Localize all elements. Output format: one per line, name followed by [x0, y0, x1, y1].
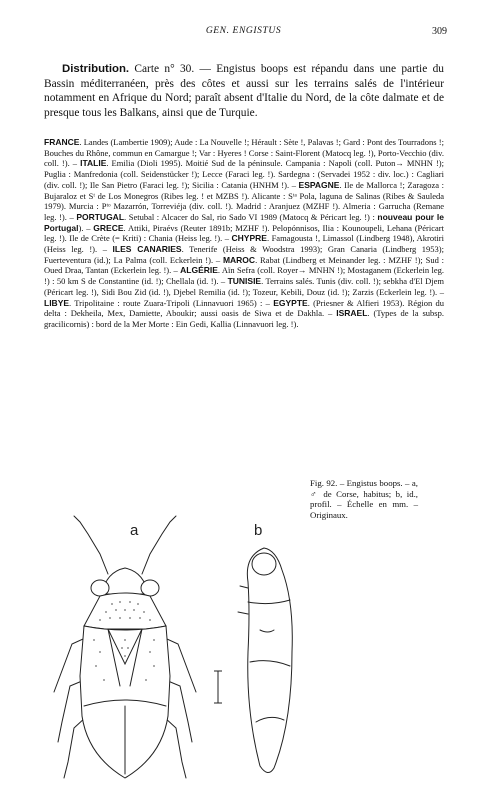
- running-title: GEN. ENGISTUS: [205, 26, 282, 36]
- locality-text: ). –: [78, 222, 94, 233]
- locality-text: . Rabat (Lindberg et Meinander leg. : MZHF !); Sud : Oued Draa, Tantan (Eckerlein leg. !). –: [44, 254, 444, 276]
- page-header: [44, 26, 447, 40]
- country-heading: CHYPRE: [231, 233, 267, 244]
- figure-92: [44, 478, 444, 778]
- locality-text: . Emilia (Dioli 1995). Moitié Sud de la péninsule. Campania : Napoli (coll. Puton→ MNHN !); Puglia : Manfredonia (coll. Seidenstücker !); Lecce (Faraci leg. !). Sardegna : (Servadei 1952 : div. loc.) : Cagliari (div. coll. !); Ile San Pietro (Faraci leg. !); Sicilia : Catania (HNHM !). –: [44, 158, 444, 190]
- country-heading: ALGÉRIE: [180, 265, 218, 276]
- locality-text: . Attiki, Piraévs (Reuter 1891b; MZHF !). Pelopónnisos, Ilia : Kounoupeli, Lehana (Péricart leg. !). Ile de Crète (= Kriti) : Chania (Heiss leg. !). –: [44, 222, 444, 244]
- bug-habitus-illustration: [50, 516, 200, 781]
- locality-text: . (Types de la subsp. gracilicornis) : bord de la Mer Morte : Ein Gedi, Kallia (Linnavuori leg. !).: [44, 308, 444, 329]
- country-heading: ILES CANARIES: [112, 244, 182, 255]
- country-heading: EGYPTE: [273, 297, 308, 308]
- country-heading: ESPAGNE: [298, 179, 340, 190]
- country-heading: MAROC: [222, 254, 256, 265]
- locality-text: . Ile de Mallorca !; Zaragoza : Bujaraloz et Sᵗ de Los Monegros (Ribes leg. ! et MZBS !). Alicante : Sᵗᵃ Pola, laguna de Salinas (Ribes & Sauleda 1979). Murcia : Pᵗᵒ Mazarrón, Torreviéja (div. coll. !). Madrid : Aranjuez (MZHF !). Almeria : Garrucha (Remane leg. !). –: [44, 179, 444, 222]
- locality-text: . Famagousta !, Limassol (Lindberg 1948), Akrotiri (Heiss leg. !). –: [44, 233, 445, 255]
- figure-label-a: a: [130, 522, 139, 539]
- country-heading: nouveau pour le Portugal: [44, 211, 444, 233]
- country-heading: PORTUGAL: [76, 211, 125, 222]
- locality-text: . Tripolitaine : route Zuara-Tripoli (Linnavuori 1965) : –: [69, 297, 274, 308]
- locality-text: . Terrains salés. Tunis (div. coll. !); sebkha d'El Djem (Péricart leg. !), Sidi Bou Zid (id. !), Djebel Remilia (id. !); Tozeur, Kebili, Douz (id. !); Zarzis (Eckerlein leg. !). –: [44, 276, 444, 297]
- figure-label-b: b: [254, 522, 263, 539]
- distribution-paragraph: [44, 62, 444, 120]
- bug-profile-illustration: [234, 542, 304, 782]
- locality-text: . Landes (Lambertie 1909); Aude : La Nouvelle !; Hérault : Sète !, Palavas !; Gard : Pont des Tourradons !; Bouches du Rhône, commun en Camargue !; Var : Hyeres ! Corse : Saint-Florent (Matocq leg. !), Porto-Vecchio (div. coll. !). –: [44, 137, 444, 169]
- distribution-text: Carte n° 30. — Engistus boops est répandu dans une partie du Bassin méditerranéen, près des côtes et aussi sur les terrains salés de l'intérieur notamment en Afrique du Nord; paraît absent d'Italie du Nord, de la côte dalmate et de presque tous les Balkans, ainsi que de Turquie.: [44, 63, 444, 119]
- locality-text: . Tenerife (Heiss & Woodstra 1993); Gran Canaria (Lindberg 1953); Fuerteventura (id.); La Palma (coll. Eckerlein !). –: [44, 244, 445, 265]
- figure-caption: Fig. 92. – Engistus boops. – a, ♂ de Corse, habitus; b, id., profil. – Échelle en mm. – Originaux.: [310, 478, 418, 520]
- country-heading: LIBYE: [44, 297, 70, 308]
- country-heading: GRECE: [93, 222, 124, 233]
- country-heading: FRANCE: [44, 137, 80, 147]
- distribution-heading: Distribution.: [62, 63, 130, 75]
- scale-bar: [212, 670, 224, 704]
- locality-text: . Setubal : Alcacer do Sal, rio Sado VI 1989 (Matocq & Péricart leg. !) :: [124, 211, 378, 222]
- locality-text: . Aïn Sefra (coll. Royer→ MNHN !); Mostaganem (Eckerlein leg. !) : 50 km S de Constantine (id. !); Chellala (id. !). –: [44, 265, 444, 287]
- country-heading: TUNISIE: [227, 276, 262, 287]
- locality-records: [44, 137, 444, 330]
- locality-text: . (Priesner & Alfieri 1953). Région du delta : Dekheila, Mex, Damiette, Aboukir; aussi oasis de Siwa et de Dakhla. –: [44, 297, 444, 319]
- page-number: 309: [432, 26, 447, 37]
- country-heading: ITALIE: [80, 158, 107, 169]
- country-heading: ISRAEL: [336, 308, 368, 319]
